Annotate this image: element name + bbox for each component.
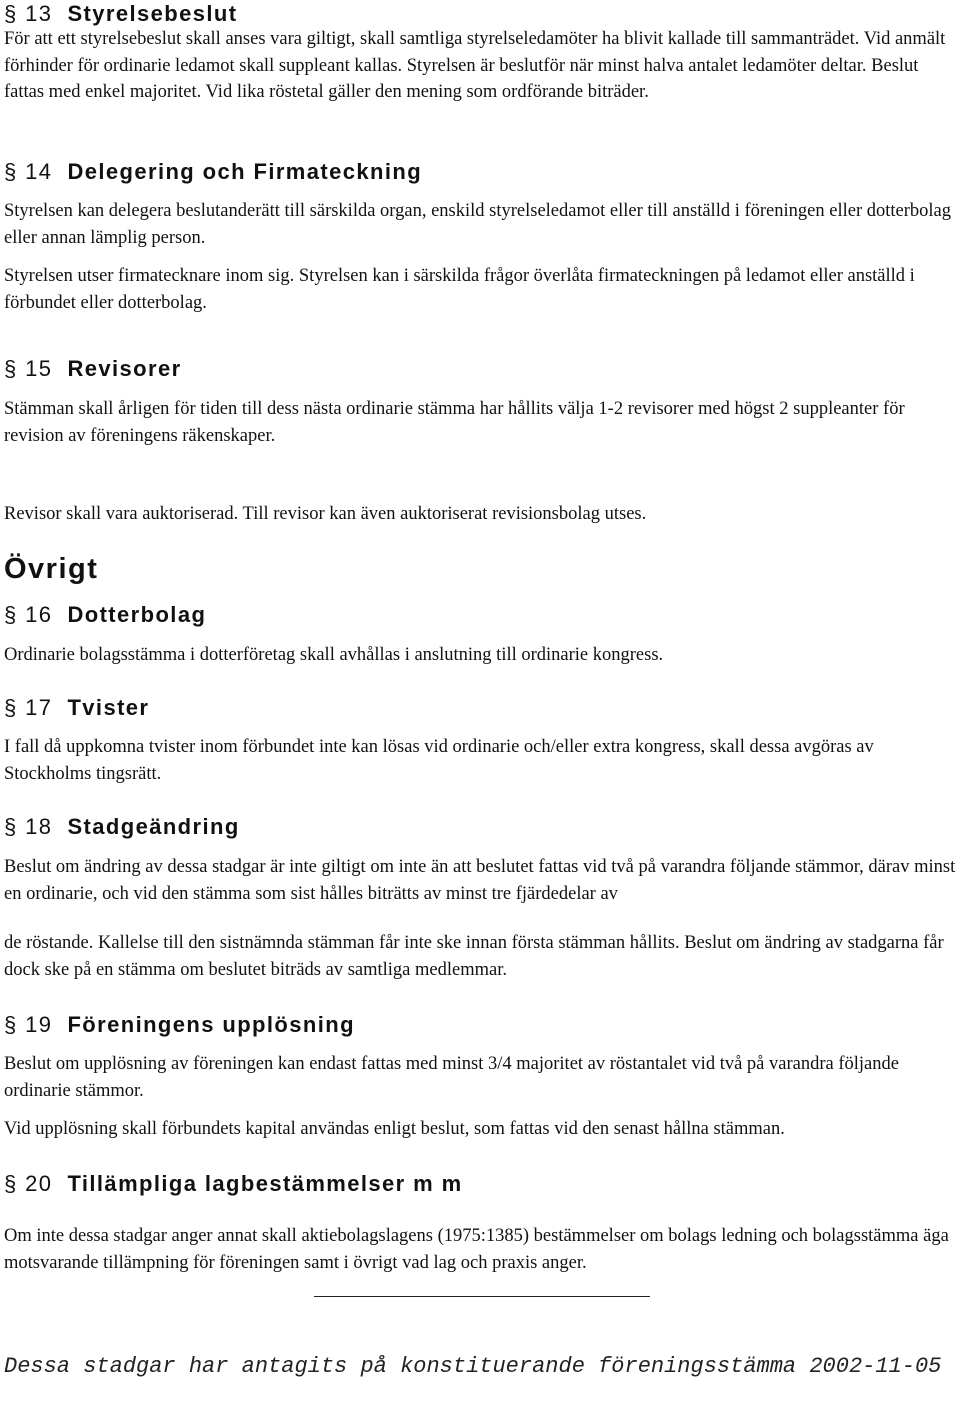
heading-s14 [4, 158, 422, 186]
heading-s15 [4, 355, 182, 383]
heading-s19 [4, 1011, 355, 1039]
paragraph-s20: Om inte dessa stadgar anger annat skall aktiebolagslagens (1975:1385) bestämmelser om bolags ledning och bolagsstämma äga motsvarande tillämpning för föreningen samt i övrigt vad lag och praxis anger. [4, 1226, 949, 1273]
separator-line [314, 1296, 650, 1297]
section-title: Revisorer [67, 356, 182, 381]
section-title: Dotterbolag [67, 602, 207, 627]
section-number: § 18 [4, 814, 53, 839]
paragraph-s15-2: Revisor skall vara auktoriserad. Till revisor kan även auktoriserat revisionsbolag utses. [4, 504, 647, 524]
section-title: Delegering och Firmateckning [67, 159, 423, 184]
paragraph-s15-1: Stämman skall årligen för tiden till dess nästa ordinarie stämma har hållits välja 1-2 revisorer med högst 2 suppleanter för revision av föreningens räkenskaper. [4, 399, 905, 446]
paragraph-s18-1: Beslut om ändring av dessa stadgar är inte giltigt om inte än att beslutet fattas vid två på varandra följande stämmor, därav minst en ordinarie, och vid den stämma som sist hålles biträtts av minst tre fjärdedelar av [4, 857, 956, 904]
section-title: Föreningens upplösning [67, 1012, 355, 1037]
section-title: Styrelsebeslut [67, 1, 238, 26]
section-number: § 20 [4, 1171, 53, 1196]
section-title: Stadgeändring [67, 814, 240, 839]
paragraph-s16: Ordinarie bolagsstämma i dotterföretag skall avhållas i anslutning till ordinarie kongress. [4, 645, 664, 665]
heading-s18 [4, 813, 240, 841]
paragraph-s13: För att ett styrelsebeslut skall anses vara giltigt, skall samtliga styrelseledamöter ha blivit kallade till sammanträdet. Vid anmält förhinder för ordinarie ledamot skall suppleant kallas. Styrelsen är beslutför när minst halva antalet ledamöter deltar. Beslut fattas med enkel majoritet. Vid lika röstetal gäller den mening som ordförande biträder. [4, 29, 946, 102]
section-number: § 19 [4, 1012, 53, 1037]
footer-adoption-note: Dessa stadgar har antagits på konstituerande föreningsstämma 2002-11-05 [4, 1354, 942, 1379]
paragraph-s17: I fall då uppkomna tvister inom förbundet inte kan lösas vid ordinarie och/eller extra kongress, skall dessa avgöras av Stockholms tingsrätt. [4, 737, 874, 784]
paragraph-s14-2: Styrelsen utser firmatecknare inom sig. Styrelsen kan i särskilda frågor överlåta firmateckningen på ledamot eller anställd i förbundet eller dotterbolag. [4, 266, 915, 313]
section-title: Tillämpliga lagbestämmelser m m [67, 1171, 463, 1196]
paragraph-s19-2: Vid upplösning skall förbundets kapital användas enligt beslut, som fattas vid den senast hållna stämman. [4, 1119, 785, 1139]
section-number: § 16 [4, 602, 53, 627]
heading-s17 [4, 694, 149, 722]
section-number: § 17 [4, 695, 53, 720]
heading-s16 [4, 601, 206, 629]
section-heading-ovrigt: Övrigt [4, 553, 99, 585]
section-number: § 14 [4, 159, 53, 184]
paragraph-s19-1: Beslut om upplösning av föreningen kan endast fattas med minst 3/4 majoritet av röstantalet vid två på varandra följande ordinarie stämmor. [4, 1054, 899, 1101]
heading-s13 [4, 0, 237, 28]
paragraph-s18-2: de röstande. Kallelse till den sistnämnda stämman får inte ske innan första stämman hållits. Beslut om ändring av stadgarna får dock ske på en stämma om beslutet biträds av samtliga medlemmar. [4, 933, 944, 980]
paragraph-s14-1: Styrelsen kan delegera beslutanderätt till särskilda organ, enskild styrelseledamot eller till anställd i föreningen eller dotterbolag eller annan lämplig person. [4, 201, 951, 248]
section-number: § 15 [4, 356, 53, 381]
section-title: Tvister [67, 695, 150, 720]
section-number: § 13 [4, 1, 53, 26]
heading-s20 [4, 1170, 463, 1198]
